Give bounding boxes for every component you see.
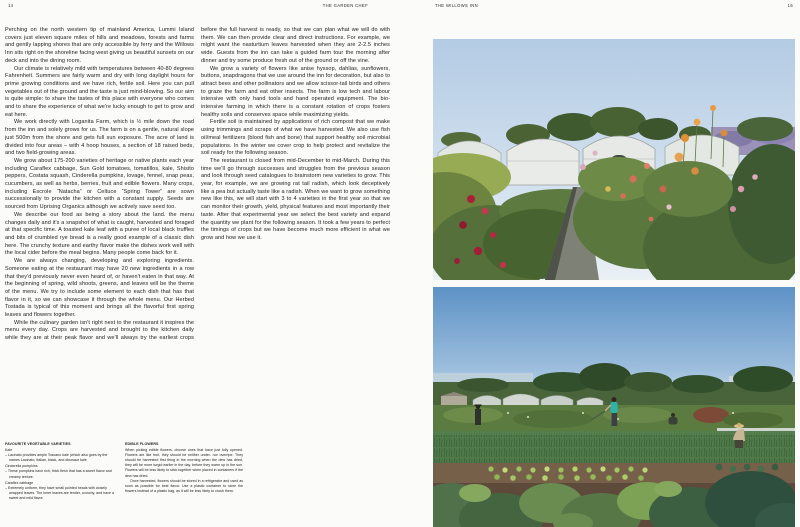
farm-field-photo [433, 287, 795, 527]
article-paragraph: Our climate is relatively mild with temperatures between 40-80 degrees Fahrenheit. Summers are fairly warm and dry with long daylight hours for prime growing conditions and we have rich, fertile soil. Here you can pull vegetables out of the ground and the taste is just mind-blowing. So our aim is quite simple: to share the tastes of this place with everyone who comes and to share the experience of what we're lucky enough to get to grow and eat here. [5, 65, 194, 118]
article-paragraph: While the culinary garden isn't right next to the restaurant it inspires the menu every day. Crops are harvested and brought to the kitchen daily while they are at their peak flavor and we'll always try the earliest crops before the full harvest is ready, so that we can plan what we will do with them. We can then provide clear and direct instructions. For example, we might want the nasturtium leaves harvested when they are 2-2.5 inches wide. Guests from the inn can take a guided farm tour the morning after dinner and try some produce fresh out of the ground or off the vine. [5, 27, 390, 342]
article-paragraph: We grow about 175-200 varieties of heritage or native plants each year including Caraflex cabbage, Sun Gold tomatoes, tomatillos, kale, Shisito peppers, Costata squash, Cinderella pumpkins, lovage, fennel, snap peas, cucumbers, as well as herbs, berries, fruit and edible flowers. Many crops, including Escrole “Natacha” or Celtuce “Spring Tower” are sown successionally to provide the kitchen with a constant supply. Seeds are sourced from Uprising Organics although we actively save seed too. [5, 157, 194, 211]
vegetable-name: Cinderella pumpkins [5, 464, 38, 469]
article-paragraph: Fertile soil is maintained by applications of rich compost that we make using trimmings and scraps of what we have harvested. We also use fish oil/meal fertilizers (blood fish and bone) that support healthy soil microbial populations. In the winter we cover crop to help protect and revitalize the soil ready for the following season. [201, 119, 390, 157]
vegetable-name: Kale [5, 448, 13, 453]
favourite-vegetables-sidebar [5, 442, 118, 501]
vegetable-note: – Extremely uniform, they have small pointed heads with closely wrapped leaves. The inner leaves are tender, crunchy, and have a sweet and mild flavor. [5, 485, 114, 500]
page-number-right: 15 [787, 3, 793, 8]
article-paragraph: We work directly with Loganita Farm, which is ½ mile down the road from the inn and solely grows for us. The farm is on a gentle, natural slope just 500m from the shore and gets full sun exposure. The acre of land is divided into four areas – with 4 hoop houses, a section of 18 raised beds, and two field-growing areas. [5, 119, 194, 157]
running-head-chapter-title: THE WILLOWS INN [435, 3, 478, 8]
edible-flowers-paragraph: Once harvested, flowers should be stored in a refrigerator and used as soon as possible for best flavor. Use a plastic container to store the flowers instead of a plastic bag, as it will be less likely to crush them. [125, 478, 243, 493]
article-paragraph: We describe our food as being a story about the land. the menu changes daily and it's a snapshot of what is caught, harvested and foraged at that specific time. A toasted kale leaf with a puree of local black truffles and bits of crumbled rye bread is a really good example of a classic dish here. The crunchy texture and earthy flavor make the dishes work well with the local cider before the meal begins. Many people come back for it. [5, 211, 194, 257]
article-paragraph: We grow a variety of flowers like anise hyssop, dahlias, sunflowers, buttons, snapdragons that we use around the inn for decoration, but also to attract bees and other pollinators and we allow scissor-tail birds and others to graze the farm and eat other insects. The farm is low tech and labour intensive with only hand tools and hand operated equipment. The bio-intensive farming in which there is a constant rotation of crops fosters healthy soils and conserves space while maximizing yields. [201, 65, 390, 118]
article-paragraph: We are always changing, developing and exploring ingredients. Someone eating at the restaurant may have 20 new ingredients in a row that they'd previously never even heard of, or haven't eaten in that way. At the beginning of spring, wild shoots, greens, and leaves will be the theme of the menu. We try to include some element to each dish that has that flavor in it, so we can showcase it through the whole menu. Our Herbed Tostada is typical of this moment and brings all the flavorful first spring leaves and flowers together. [5, 258, 194, 319]
article-paragraph: The restaurant is closed from mid-December to mid-March. During this time we'll go through successes and struggles from the previous season and look through seed catalogues to brainstorm new varieties to grow. This year, for example, we are growing rat tail radish, which look deceptively like a pea but actually taste like a radish. When we want to grow something new like this, we will start with 3 to 4 varieties in the first year so that we can monitor their growth, yield, physical features and most importantly their taste. After that experimental year we select the best variety and expand the quantity we plant for the following season. It took a few years to perfect the timings of crops but we have become much more efficient in what we grow and how we use it. [201, 157, 390, 241]
vegetable-note: – These pumpkins have rich, thick flesh that has a sweet flavor and creamy texture. [5, 469, 112, 479]
favourite-vegetables-heading: FAVOURITE VEGETABLE VARIETIES [5, 442, 71, 446]
edible-flowers-heading: EDIBLE FLOWERS [125, 442, 159, 446]
vegetable-name: Caraflex cabbage [5, 480, 34, 485]
list-item [5, 448, 118, 463]
vegetable-note: – Lacinato provides ample Toscano kale (which also goes by the names Lacinato, Italian, black, and dinosaur kale [5, 453, 108, 463]
farm-field-photo-illustration [433, 287, 795, 527]
edible-flowers-sidebar [125, 442, 243, 494]
list-item [5, 481, 118, 501]
greenhouses-photo [433, 39, 795, 280]
running-head-book-title: THE GARDEN CHEF [322, 3, 368, 8]
article-paragraph: Perching on the north western tip of mainland America, Lummi Island covers just eleven square miles of hills and meadows, forests and farms and gently lapping shores that are only accessible by ferry and the Willows Inn sits right on the shoreline facing west giving us beautiful sunsets on our deck and into the dining room. [5, 27, 194, 64]
article-text [5, 27, 390, 345]
greenhouses-photo-illustration [433, 39, 795, 280]
page-number-left: 14 [8, 3, 14, 8]
edible-flowers-paragraph: When picking edible flowers, choose ones that have just fully opened. Flowers are like fruit, they should be neither under- nor overripe. They should be harvested first thing in the morning when the dew has dried, they will be more turgid earlier in the day, before they warm up in the sun. Flowers will be less likely to stick together when placed in containers if the dew has dried. [125, 448, 243, 478]
list-item [5, 464, 118, 479]
